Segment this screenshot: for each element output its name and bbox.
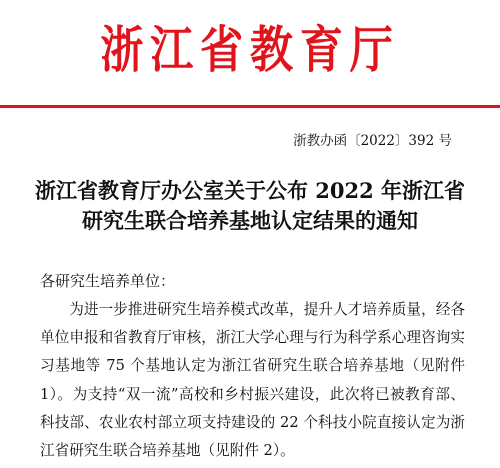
body-text	[40, 296, 465, 465]
salutation: 各研究生培养单位：	[40, 272, 176, 290]
document-number: 浙教办函〔2022〕392 号	[293, 133, 452, 149]
title-line-2: 研究生联合培养基地认定结果的通知	[82, 208, 418, 233]
masthead-title: 浙江省教育厅	[100, 20, 400, 79]
document-title	[0, 176, 500, 236]
title-line-1: 浙江省教育厅办公室关于公布 2022 年浙江省	[34, 178, 466, 203]
red-divider-line	[0, 105, 500, 108]
body-paragraph: 为进一步推进研究生培养模式改革，提升人才培养质量，经各单位申报和省教育厅审核，浙江大学心理与行为科学系心理咨询实习基地等 75 个基地认定为浙江省研究生联合培养基地（见附件 1）。为支持“双一流”高校和乡村振兴建设，此次将已被教育部、科技部、农业农村部立项支持建设的 22 个科技小院直接认定为浙江省研究生联合培养基地（见附件 2）。	[40, 301, 465, 460]
